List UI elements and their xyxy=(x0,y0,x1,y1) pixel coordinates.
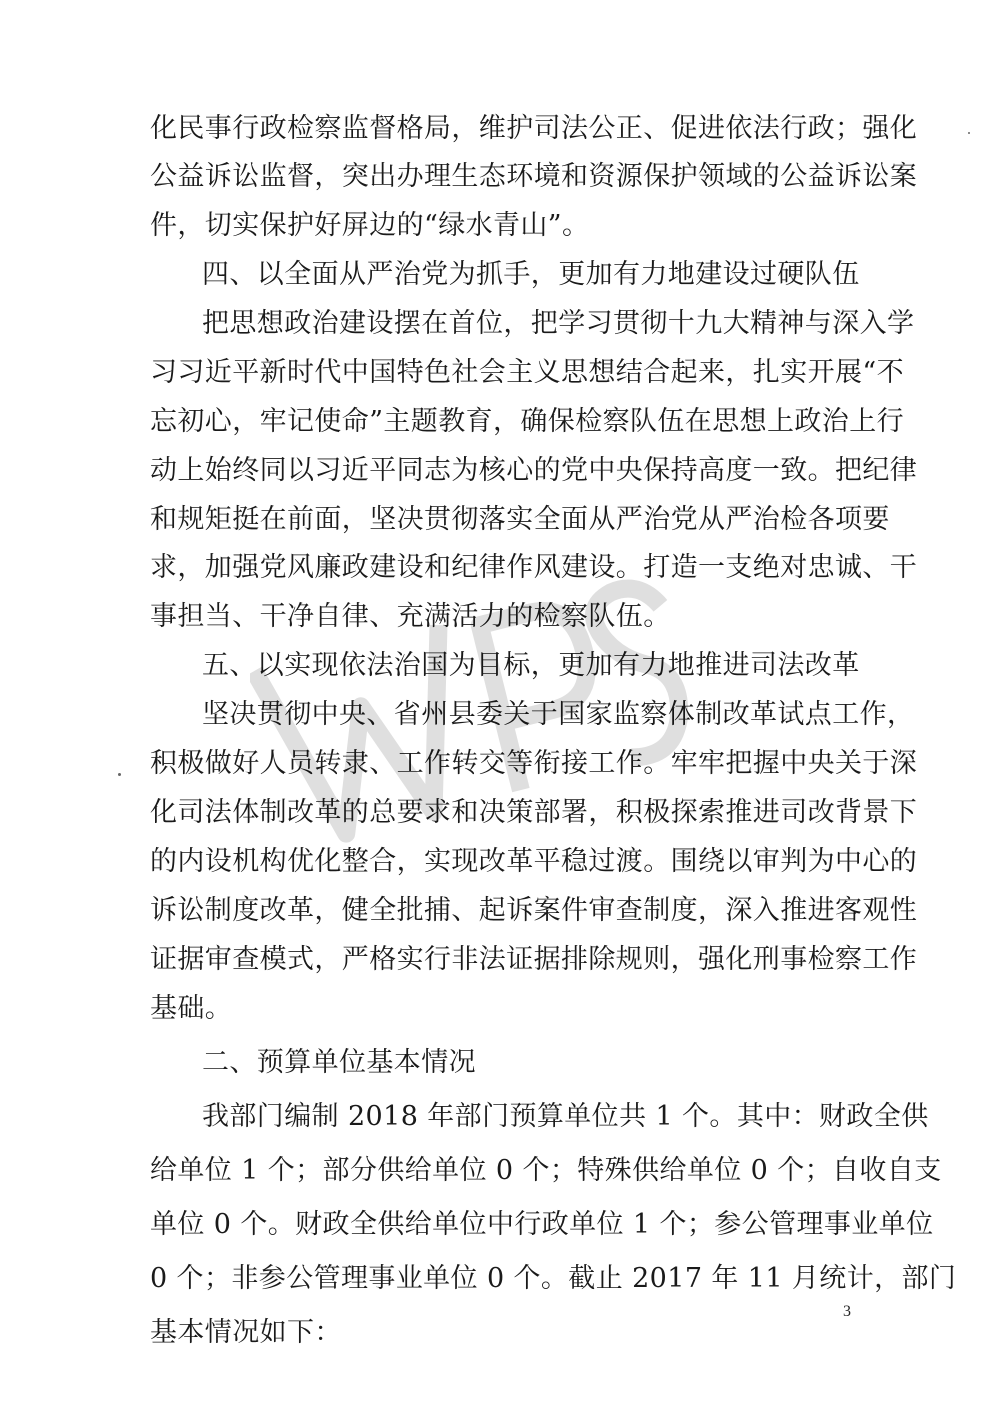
body-text-line: 给单位 1 个；部分供给单位 0 个；特殊供给单位 0 个；自收自支 xyxy=(150,1155,942,1186)
body-text-line: 化司法体制改革的总要求和决策部署，积极探索推进司改背景下 xyxy=(150,797,918,828)
body-text-line: 化民事行政检察监督格局，维护司法公正、促进依法行政；强化 xyxy=(150,113,918,144)
body-text-line: 的内设机构优化整合，实现改革平稳过渡。围绕以审判为中心的 xyxy=(150,846,918,877)
body-text-line: 公益诉讼监督，突出办理生态环境和资源保护领域的公益诉讼案 xyxy=(150,161,918,192)
section-heading-2: 二、预算单位基本情况 xyxy=(202,1047,476,1078)
body-text-line: 坚决贯彻中央、省州县委关于国家监察体制改革试点工作， xyxy=(202,699,915,730)
body-text-line: 事担当、干净自律、充满活力的检察队伍。 xyxy=(150,601,671,632)
body-text-line: 基本情况如下： xyxy=(150,1317,342,1348)
body-text-line: 0 个；非参公管理事业单位 0 个。截止 2017 年 11 月统计，部门 xyxy=(150,1263,957,1294)
body-text-line: 我部门编制 2018 年部门预算单位共 1 个。其中：财政全供 xyxy=(202,1101,929,1132)
section-heading-4: 四、以全面从严治党为抓手，更加有力地建设过硬队伍 xyxy=(202,259,860,290)
body-text-line: 动上始终同以习近平同志为核心的党中央保持高度一致。把纪律 xyxy=(150,455,918,486)
scan-speck xyxy=(118,773,121,776)
body-text-line: 习习近平新时代中国特色社会主义思想结合起来，扎实开展“不 xyxy=(150,357,905,388)
body-text-line: 忘初心，牢记使命”主题教育，确保检察队伍在思想上政治上行 xyxy=(150,406,905,437)
body-text-line: 积极做好人员转隶、工作转交等衔接工作。牢牢把握中央关于深 xyxy=(150,748,918,779)
body-text-line: 基础。 xyxy=(150,993,233,1024)
body-text-line: 和规矩挺在前面，坚决贯彻落实全面从严治党从严治检各项要 xyxy=(150,504,890,535)
section-heading-5: 五、以实现依法治国为目标，更加有力地推进司法改革 xyxy=(202,650,860,681)
body-text-line: 证据审查模式，严格实行非法证据排除规则，强化刑事检察工作 xyxy=(150,944,918,975)
page-number: 3 xyxy=(843,1303,851,1320)
body-text-line: 件，切实保护好屏边的“绿水青山”。 xyxy=(150,210,590,241)
body-text-line: 单位 0 个。财政全供给单位中行政单位 1 个；参公管理事业单位 xyxy=(150,1209,934,1240)
body-text-line: 把思想政治建设摆在首位，把学习贯彻十九大精神与深入学 xyxy=(202,308,915,339)
body-text-line: 求，加强党风廉政建设和纪律作风建设。打造一支绝对忠诚、干 xyxy=(150,552,918,583)
body-text-line: 诉讼制度改革，健全批捕、起诉案件审查制度，深入推进客观性 xyxy=(150,895,918,926)
scan-speck xyxy=(968,132,970,134)
